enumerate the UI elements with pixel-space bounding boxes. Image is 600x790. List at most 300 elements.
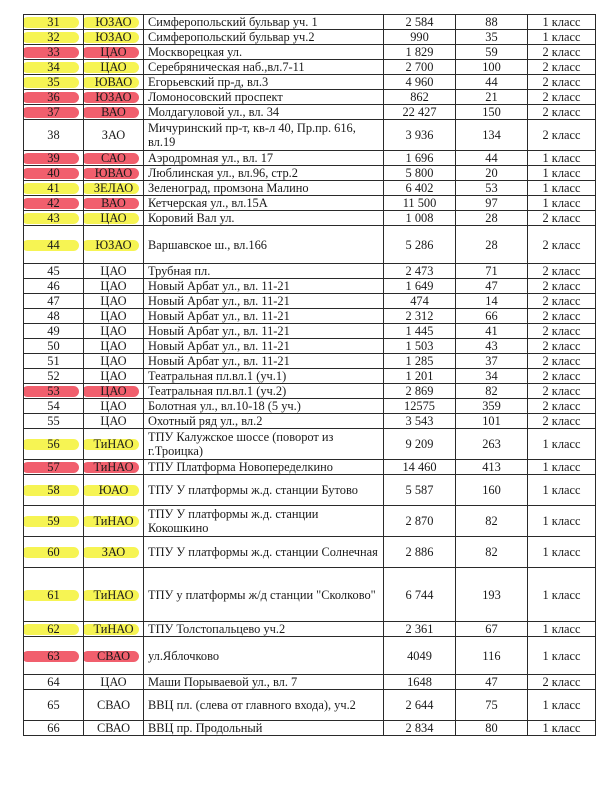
address-cell [144,339,384,354]
row-number [24,151,84,166]
table-row [24,622,596,637]
row-number-text: 65 [47,698,60,712]
class-cell [528,15,596,30]
count-cell-text: 82 [485,545,498,559]
address-cell [144,30,384,45]
address-cell-text: Маши Порываевой ул., вл. 7 [148,675,298,689]
district-cell [84,354,144,369]
row-number [24,75,84,90]
district-cell-text: ЮВАО [94,75,133,89]
row-number [24,369,84,384]
row-number [24,120,84,151]
address-cell [144,384,384,399]
address-cell-text: ВВЦ пл. (слева от главного входа), уч.2 [148,698,356,712]
table-row [24,637,596,675]
area-cell-text: 2 473 [405,264,434,278]
area-cell [384,622,456,637]
district-cell [84,339,144,354]
address-cell-text: ул.Яблочково [148,648,220,663]
area-cell-text: 2 584 [405,15,434,29]
row-number [24,226,84,264]
area-cell [384,15,456,30]
address-cell-text: ТПУ У платформы ж.д. станции Кокошкино [148,507,319,535]
address-cell-text: Новый Арбат ул., вл. 11-21 [148,324,290,338]
class-cell-text: 2 класс [542,399,581,413]
class-cell-text: 1 класс [542,151,581,165]
table-row [24,339,596,354]
district-cell-text: ЮВАО [94,166,133,180]
area-cell-text: 4 960 [405,75,434,89]
area-cell-text: 1 649 [405,279,434,293]
count-cell [456,90,528,105]
row-number-text: 48 [47,309,60,323]
district-cell [84,151,144,166]
area-cell [384,475,456,506]
area-cell [384,226,456,264]
row-number-text: 54 [47,399,60,413]
area-cell [384,75,456,90]
district-cell [84,181,144,196]
table-row [24,309,596,324]
area-cell [384,309,456,324]
class-cell [528,622,596,637]
area-cell-text: 11 500 [402,196,437,210]
count-cell-text: 193 [482,587,501,602]
address-cell [144,324,384,339]
address-cell-text: Новый Арбат ул., вл. 11-21 [148,279,290,293]
table-row [24,675,596,690]
table-row [24,30,596,45]
class-cell-text: 2 класс [542,90,581,104]
row-number-text: 52 [47,369,60,383]
address-cell [144,45,384,60]
district-cell [84,196,144,211]
class-cell-text: 1 класс [542,437,581,451]
count-cell-text: 263 [482,437,501,451]
area-cell [384,324,456,339]
count-cell [456,475,528,506]
district-cell-text: ЮЗАО [95,15,132,29]
row-number-text: 45 [47,264,60,278]
row-number [24,294,84,309]
address-cell [144,15,384,30]
row-number-text: 55 [47,414,60,428]
row-number [24,354,84,369]
address-cell [144,294,384,309]
row-number-text: 33 [47,45,60,59]
count-cell [456,309,528,324]
address-cell [144,429,384,460]
class-cell [528,721,596,736]
row-number-text: 61 [47,587,60,602]
district-cell [84,622,144,637]
count-cell [456,226,528,264]
row-number [24,279,84,294]
district-cell [84,75,144,90]
table-row [24,196,596,211]
row-number-text: 51 [47,354,60,368]
count-cell [456,45,528,60]
class-cell [528,354,596,369]
count-cell-text: 75 [485,698,498,712]
class-cell-text: 1 класс [542,721,581,735]
area-cell-text: 862 [410,90,429,104]
class-cell-text: 2 класс [542,264,581,278]
table-row [24,721,596,736]
count-cell [456,637,528,675]
district-cell [84,60,144,75]
area-cell [384,506,456,537]
area-cell [384,105,456,120]
class-cell-text: 2 класс [542,294,581,308]
row-number-text: 41 [47,181,60,195]
row-number-text: 66 [47,721,60,735]
count-cell [456,15,528,30]
district-cell [84,460,144,475]
table-row [24,264,596,279]
district-cell-text: ЦАО [100,294,127,308]
row-number-text: 49 [47,324,60,338]
area-cell [384,294,456,309]
class-cell [528,105,596,120]
row-number [24,60,84,75]
area-cell [384,60,456,75]
table-body [24,15,596,736]
address-cell-text: Болотная ул., вл.10-18 (5 уч.) [148,399,301,413]
count-cell-text: 116 [482,648,501,663]
count-cell [456,151,528,166]
table-row [24,384,596,399]
area-cell [384,45,456,60]
area-cell [384,339,456,354]
area-cell-text: 1 696 [405,151,434,165]
class-cell [528,196,596,211]
count-cell [456,279,528,294]
class-cell-text: 2 класс [542,339,581,353]
count-cell [456,721,528,736]
area-cell [384,399,456,414]
count-cell [456,196,528,211]
address-cell [144,264,384,279]
district-cell [84,120,144,151]
address-cell-text: Трубная пл. [148,264,211,278]
count-cell-text: 88 [485,15,498,29]
row-number-text: 46 [47,279,60,293]
count-cell-text: 80 [485,721,498,735]
area-cell-text: 4049 [407,648,432,663]
table-row [24,537,596,568]
area-cell [384,414,456,429]
area-cell-text: 5 587 [405,483,434,497]
class-cell [528,309,596,324]
district-cell-text: САО [101,151,126,165]
table-row [24,75,596,90]
district-cell-text: ЦАО [100,339,127,353]
row-number [24,429,84,460]
class-cell-text: 2 класс [542,211,581,225]
class-cell-text: 1 класс [542,196,581,210]
district-cell-text: ЦАО [100,211,127,225]
table-row [24,429,596,460]
row-number [24,537,84,568]
district-cell-text: ЮЗАО [95,237,132,252]
row-number [24,622,84,637]
class-cell-text: 2 класс [542,237,581,252]
district-cell [84,506,144,537]
area-cell-text: 1 829 [405,45,434,59]
count-cell [456,369,528,384]
area-cell [384,637,456,675]
class-cell [528,506,596,537]
count-cell [456,264,528,279]
district-cell [84,166,144,181]
area-cell-text: 1 503 [405,339,434,353]
row-number [24,45,84,60]
count-cell-text: 14 [485,294,498,308]
count-cell-text: 41 [485,324,498,338]
address-cell-text: Новый Арбат ул., вл. 11-21 [148,294,290,308]
area-cell-text: 2 834 [405,721,434,735]
count-cell [456,537,528,568]
count-cell [456,690,528,721]
count-cell-text: 34 [485,369,498,383]
area-cell-text: 2 700 [405,60,434,74]
count-cell-text: 150 [482,105,501,119]
class-cell [528,568,596,622]
class-cell [528,429,596,460]
district-cell [84,637,144,675]
count-cell-text: 28 [485,211,498,225]
count-cell-text: 97 [485,196,498,210]
row-number [24,399,84,414]
class-cell-text: 1 класс [542,545,581,559]
district-cell [84,537,144,568]
class-cell-text: 1 класс [542,587,581,602]
class-cell-text: 2 класс [542,309,581,323]
class-cell [528,211,596,226]
area-cell-text: 2 644 [405,698,434,712]
area-cell-text: 6 744 [405,587,434,602]
address-cell-text: Москворецкая ул. [148,45,243,59]
count-cell [456,568,528,622]
count-cell [456,675,528,690]
count-cell-text: 21 [485,90,498,104]
count-cell-text: 82 [485,514,498,528]
table-row [24,294,596,309]
class-cell [528,384,596,399]
district-cell-text: ЮЗАО [95,90,132,104]
address-cell [144,105,384,120]
area-cell-text: 1648 [407,675,432,689]
row-number [24,414,84,429]
count-cell-text: 59 [485,45,498,59]
class-cell-text: 2 класс [542,279,581,293]
district-cell [84,45,144,60]
address-cell [144,690,384,721]
class-cell-text: 1 класс [542,166,581,180]
row-number-text: 47 [47,294,60,308]
row-number-text: 39 [47,151,60,165]
count-cell-text: 47 [485,675,498,689]
row-number-text: 56 [47,437,60,451]
area-cell-text: 2 361 [405,622,434,636]
area-cell [384,181,456,196]
district-cell-text: ЦАО [100,369,127,383]
address-cell [144,537,384,568]
area-cell-text: 2 869 [405,384,434,398]
row-number [24,721,84,736]
class-cell-text: 2 класс [542,45,581,59]
count-cell [456,75,528,90]
address-cell-text: Люблинская ул., вл.96, стр.2 [148,166,298,180]
table-row [24,568,596,622]
table-row [24,166,596,181]
row-number-text: 59 [47,514,60,528]
area-cell-text: 2 886 [405,545,434,559]
area-cell-text: 1 201 [405,369,434,383]
row-number-text: 37 [47,105,60,119]
district-cell [84,675,144,690]
count-cell [456,294,528,309]
row-number [24,166,84,181]
district-cell-text: ТиНАО [93,460,134,474]
district-cell-text: ЦАО [100,279,127,293]
address-cell-text: Аэродромная ул., вл. 17 [148,151,274,165]
address-cell [144,279,384,294]
class-cell-text: 1 класс [542,622,581,636]
document-page [23,14,595,736]
district-cell [84,414,144,429]
address-cell [144,675,384,690]
class-cell-text: 2 класс [542,75,581,89]
count-cell [456,460,528,475]
area-cell [384,721,456,736]
area-cell-text: 2 870 [405,514,434,528]
district-cell-text: ЮАО [98,483,129,497]
table-row [24,399,596,414]
district-cell [84,384,144,399]
class-cell [528,264,596,279]
count-cell-text: 47 [485,279,498,293]
address-cell [144,721,384,736]
table-row [24,506,596,537]
row-number-text: 38 [47,128,60,142]
row-number-text: 63 [47,648,60,663]
district-cell [84,399,144,414]
class-cell [528,120,596,151]
district-cell-text: ТиНАО [93,587,134,602]
area-cell [384,690,456,721]
area-cell-text: 12575 [404,399,435,413]
class-cell [528,475,596,506]
area-cell [384,90,456,105]
area-cell [384,196,456,211]
class-cell-text: 2 класс [542,354,581,368]
area-cell-text: 1 285 [405,354,434,368]
class-cell-text: 2 класс [542,324,581,338]
district-cell-text: ЦАО [100,354,127,368]
address-cell [144,211,384,226]
district-cell [84,475,144,506]
row-number [24,196,84,211]
address-cell-text: Театральная пл.вл.1 (уч.2) [148,384,287,398]
district-cell [84,90,144,105]
count-cell [456,324,528,339]
class-cell-text: 2 класс [542,128,581,142]
count-cell-text: 37 [485,354,498,368]
count-cell-text: 413 [482,460,501,474]
address-cell [144,637,384,675]
class-cell [528,60,596,75]
area-cell [384,675,456,690]
class-cell [528,339,596,354]
class-cell-text: 1 класс [542,30,581,44]
address-cell-text: ТПУ У платформы ж.д. станции Солнечная [148,545,378,559]
area-cell-text: 5 800 [405,166,434,180]
district-cell-text: ЦАО [100,384,127,398]
address-cell [144,460,384,475]
table-row [24,279,596,294]
address-cell-text: ТПУ у платформы ж/д станции "Сколково" [148,587,376,602]
district-cell [84,690,144,721]
row-number [24,339,84,354]
count-cell-text: 100 [482,60,501,74]
row-number [24,568,84,622]
count-cell-text: 134 [482,128,501,142]
address-cell-text: ТПУ Толстопальцево уч.2 [148,622,286,636]
row-number-text: 32 [47,30,60,44]
count-cell-text: 101 [482,414,501,428]
row-number-text: 57 [47,460,60,474]
count-cell [456,120,528,151]
address-cell-text: Охотный ряд ул., вл.2 [148,414,263,428]
class-cell-text: 1 класс [542,514,581,528]
count-cell [456,622,528,637]
row-number [24,690,84,721]
count-cell [456,339,528,354]
class-cell-text: 2 класс [542,60,581,74]
count-cell [456,429,528,460]
district-cell-text: СВАО [96,698,131,712]
table-row [24,151,596,166]
row-number-text: 58 [47,483,60,497]
address-cell [144,506,384,537]
class-cell [528,166,596,181]
address-cell-text: Молдагуловой ул., вл. 34 [148,105,280,119]
district-cell-text: ЦАО [100,675,127,689]
district-cell-text: ВАО [101,196,126,210]
area-cell-text: 5 286 [405,237,434,252]
area-cell-text: 3 543 [405,414,434,428]
address-cell [144,475,384,506]
district-cell-text: ЦАО [100,414,127,428]
district-cell-text: ЦАО [100,264,127,278]
address-cell-text: ТПУ Платформа Новопеределкино [148,460,333,474]
table-row [24,15,596,30]
address-cell-text: Серебряническая наб.,вл.7-11 [148,60,305,74]
class-cell [528,414,596,429]
row-number-text: 36 [47,90,60,104]
area-cell [384,369,456,384]
count-cell-text: 43 [485,339,498,353]
district-cell-text: ЦАО [100,45,127,59]
district-cell-text: ЗАО [101,128,126,142]
row-number-text: 42 [47,196,60,210]
count-cell [456,384,528,399]
district-cell-text: ЮЗАО [95,30,132,44]
table-row [24,120,596,151]
district-cell [84,30,144,45]
